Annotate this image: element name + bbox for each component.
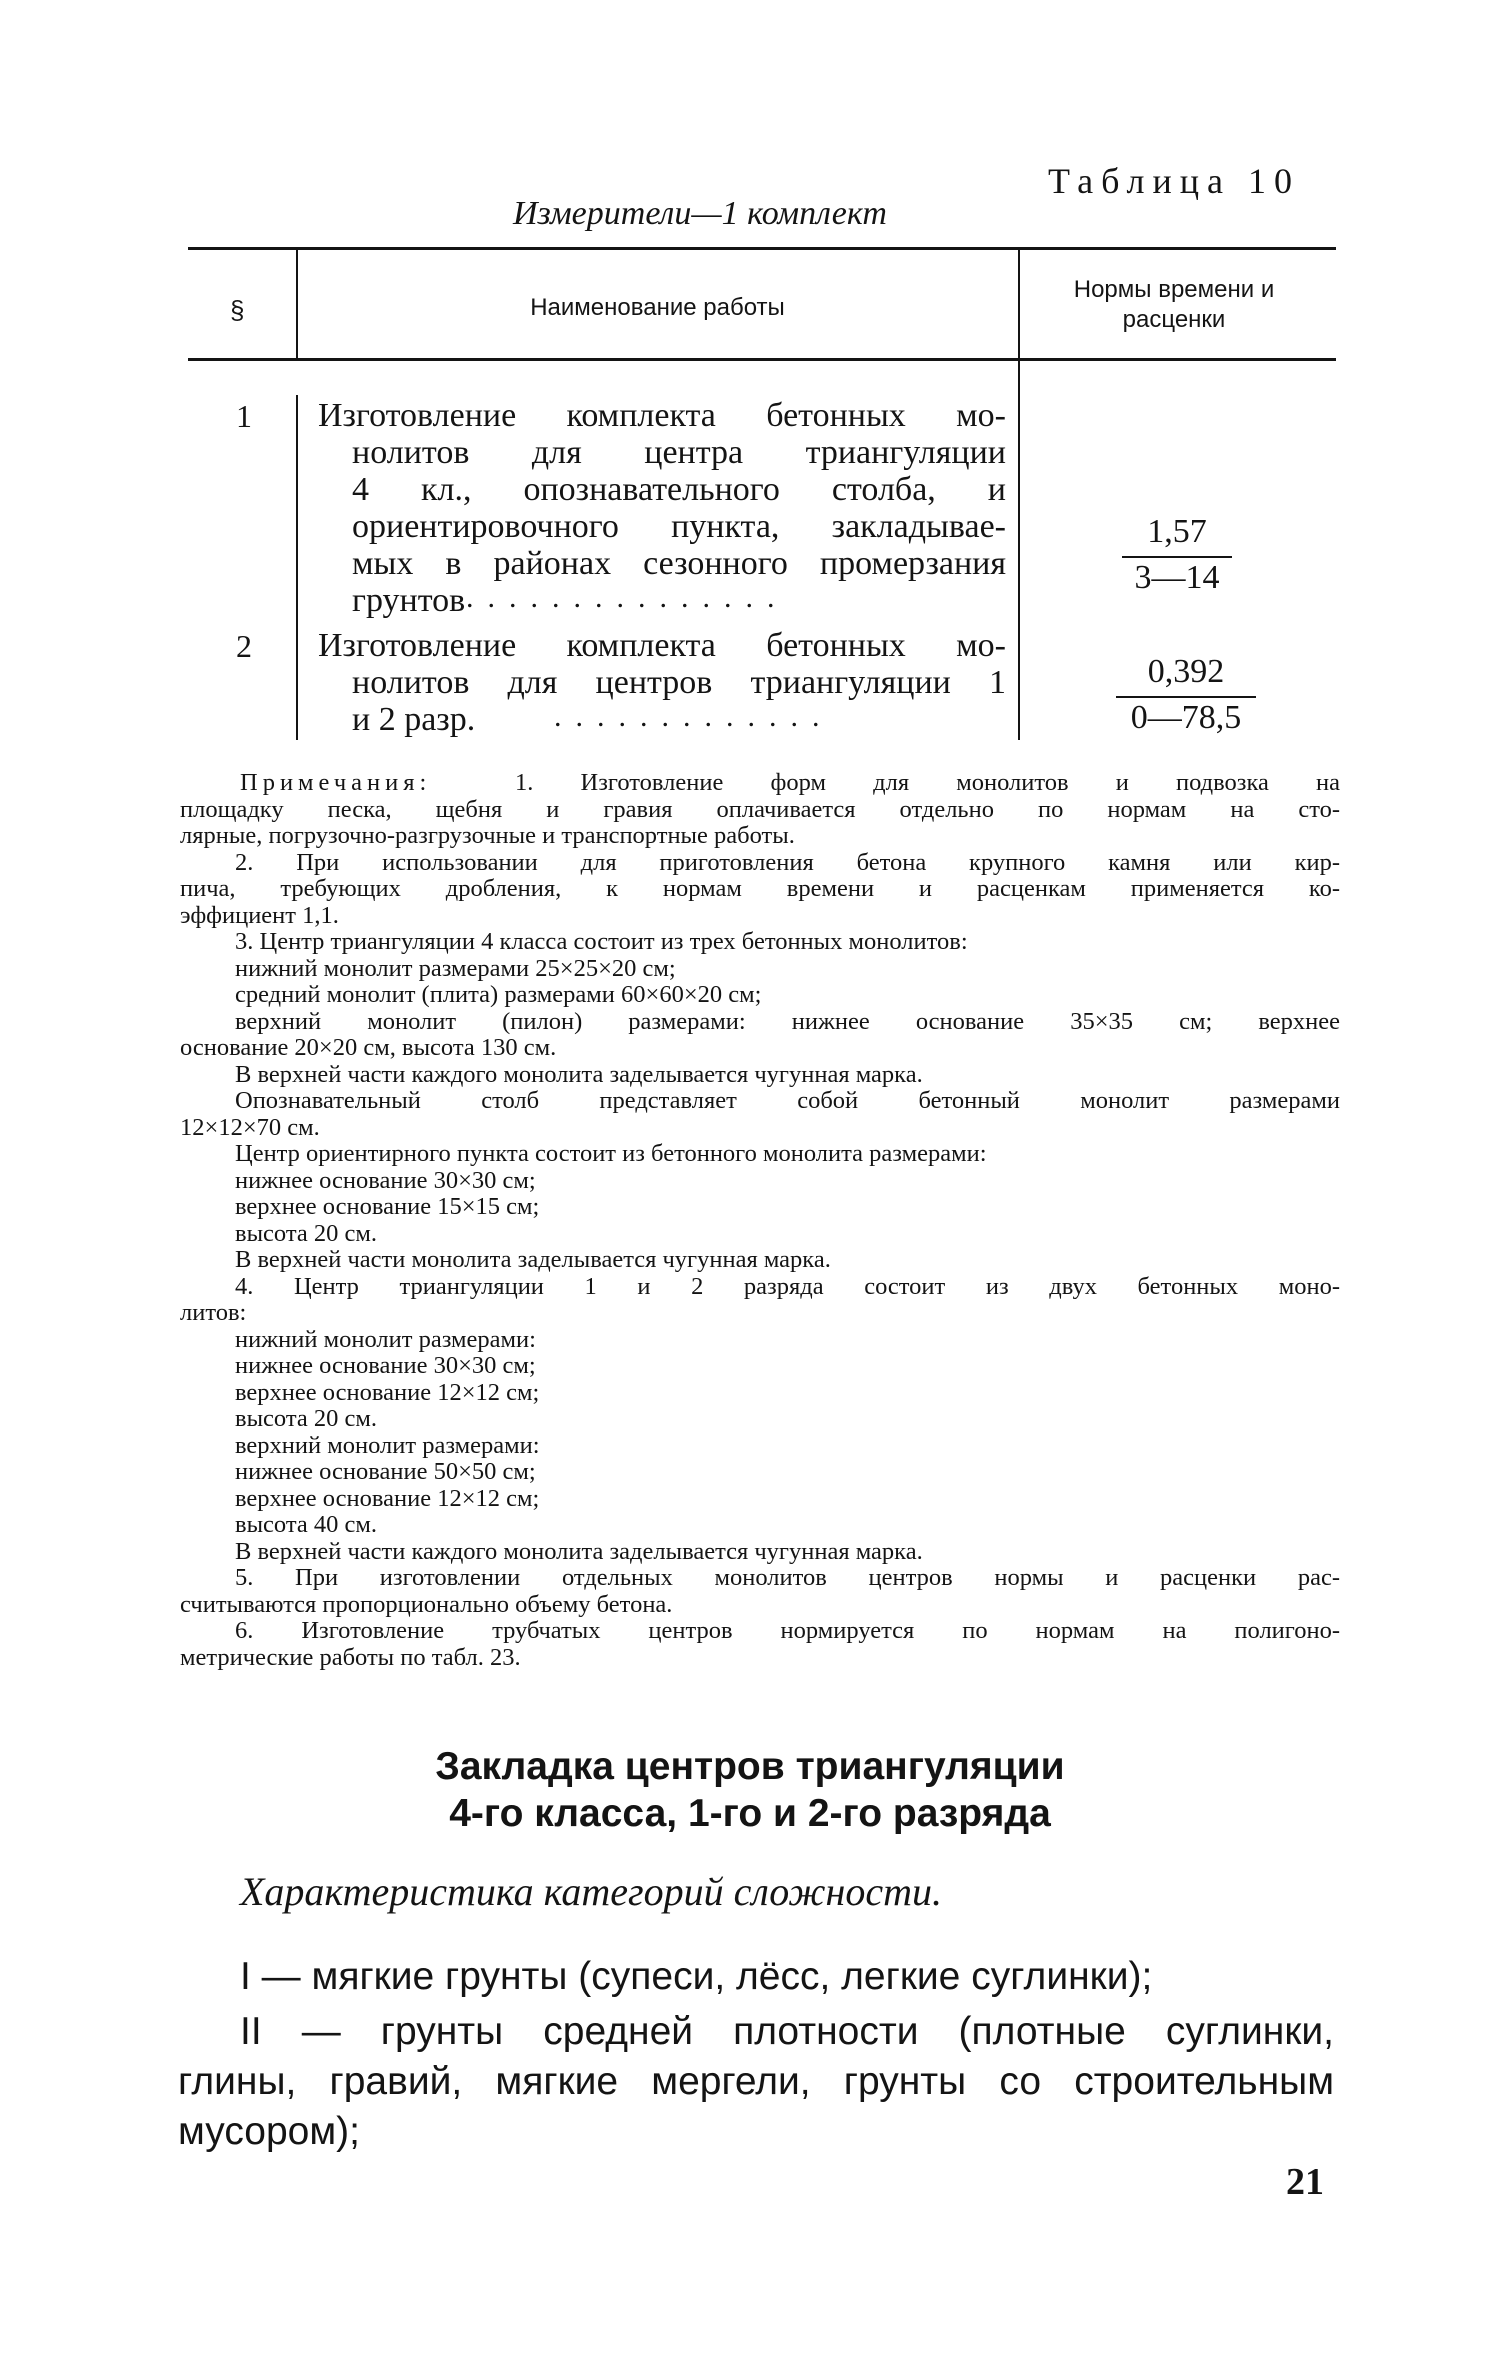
time-norm: 1,57 (1122, 512, 1232, 558)
rate: 0—78,5 (1130, 699, 1242, 736)
category-2-line-1: II — грунты средней плотности (плотные суглинки, (240, 2010, 1334, 2053)
row-number: 2 (236, 628, 252, 664)
norm-value-fraction (1122, 512, 1232, 598)
table-header-rule (188, 358, 1336, 361)
table-col-divider-2-body (1018, 360, 1020, 740)
section-heading-line-2: 4-го класса, 1-го и 2-го разряда (449, 1792, 1051, 1835)
category-1-text: I — мягкие грунты (супеси, лёсс, легкие суглинки); (240, 1955, 1153, 1998)
notes-label: Примечания: (240, 769, 432, 796)
page-number: 21 (1286, 2161, 1324, 2203)
row-number: 1 (236, 398, 252, 434)
dot-leader: ............. (554, 700, 834, 733)
work-description: Изготовление комплекта бетонных мо- нолитов для центров триангуляции 1 и 2 разр. ............. (318, 627, 1006, 738)
category-2-line-3: мусором); (178, 2110, 360, 2153)
category-2-line-2: глины, гравий, мягкие мергели, грунты со строительным (178, 2060, 1334, 2103)
table-header-work-name: Наименование работы (530, 294, 785, 321)
table-header-norms: Нормы времени и расценки (1073, 276, 1275, 333)
table-col-divider-1-head (296, 250, 298, 358)
table-col-divider-1-body (296, 395, 298, 740)
table-header-section: § (230, 295, 245, 325)
time-norm: 0,392 (1116, 652, 1256, 698)
rate: 3—14 (1134, 559, 1220, 596)
measurement-unit-caption: Измерители—1 комплект (513, 195, 887, 232)
table-col-divider-2-head (1018, 250, 1020, 358)
table-top-rule (188, 247, 1336, 250)
table-notes: Примечания: 1. Изготовление форм для монолитов и подвозка на площадку песка, щебня и гравия оплачивается отдельно по нормам на сто- лярные, погрузочно-разгрузочные и транспортные работы. 2. При использовании для приготовления бетона крупного камня или кир- пича, требующих дробления, к нормам времени и расценкам применяется ко- эффициент 1,1. 3. Центр триангуляции 4 класса состоит из трех бетонных монолитов: нижний монолит размерами 25×25×20 см; средний монолит (плита) размерами 60×60×20 см; верхний монолит (пилон) размерами: нижнее основание 35×35 см; верхнее основание 20×20 см, высота 130 см. В верхней части каждого монолита заделывается чугунная марка. Опознавательный столб представляет собой бетонный монолит размерами 12×12×70 см. Центр ориентирного пункта состоит из бетонного монолита размерами: нижнее основание 30×30 см; верхнее основание 15×15 см; высота 20 см. В верхней части монолита заделывается чугунная марка. 4. Центр триангуляции 1 и 2 разряда состоит из двух бетонных моно- литов: нижний монолит размерами: нижнее основание 30×30 см; верхнее основание 12×12 см; высота 20 см. верхний монолит размерами: нижнее основание 50×50 см; верхнее основание 12×12 см; высота 40 см. В верхней части каждого монолита заделывается чугунная марка. 5. При изготовлении отдельных монолитов центров нормы и расценки рас- считываются пропорционально объему бетона. 6. Изготовление трубчатых центров нормируется по нормам на полигоно- метрические работы по табл. 23. (180, 769, 1340, 1671)
section-heading-line-1: Закладка центров триангуляции (435, 1745, 1065, 1788)
dot-leader: ............... (466, 581, 789, 614)
table-number-label: Таблица 10 (1048, 161, 1300, 201)
work-description: Изготовление комплекта бетонных мо- нолитов для центра триангуляции 4 кл., опознавательного столба, и ориентировочного пункта, закладывае- мых в районах сезонного промерзания грунтов ............... (318, 397, 1006, 619)
section-subheading: Характеристика категорий сложности. (240, 1869, 942, 1914)
norm-value-fraction (1116, 652, 1256, 738)
